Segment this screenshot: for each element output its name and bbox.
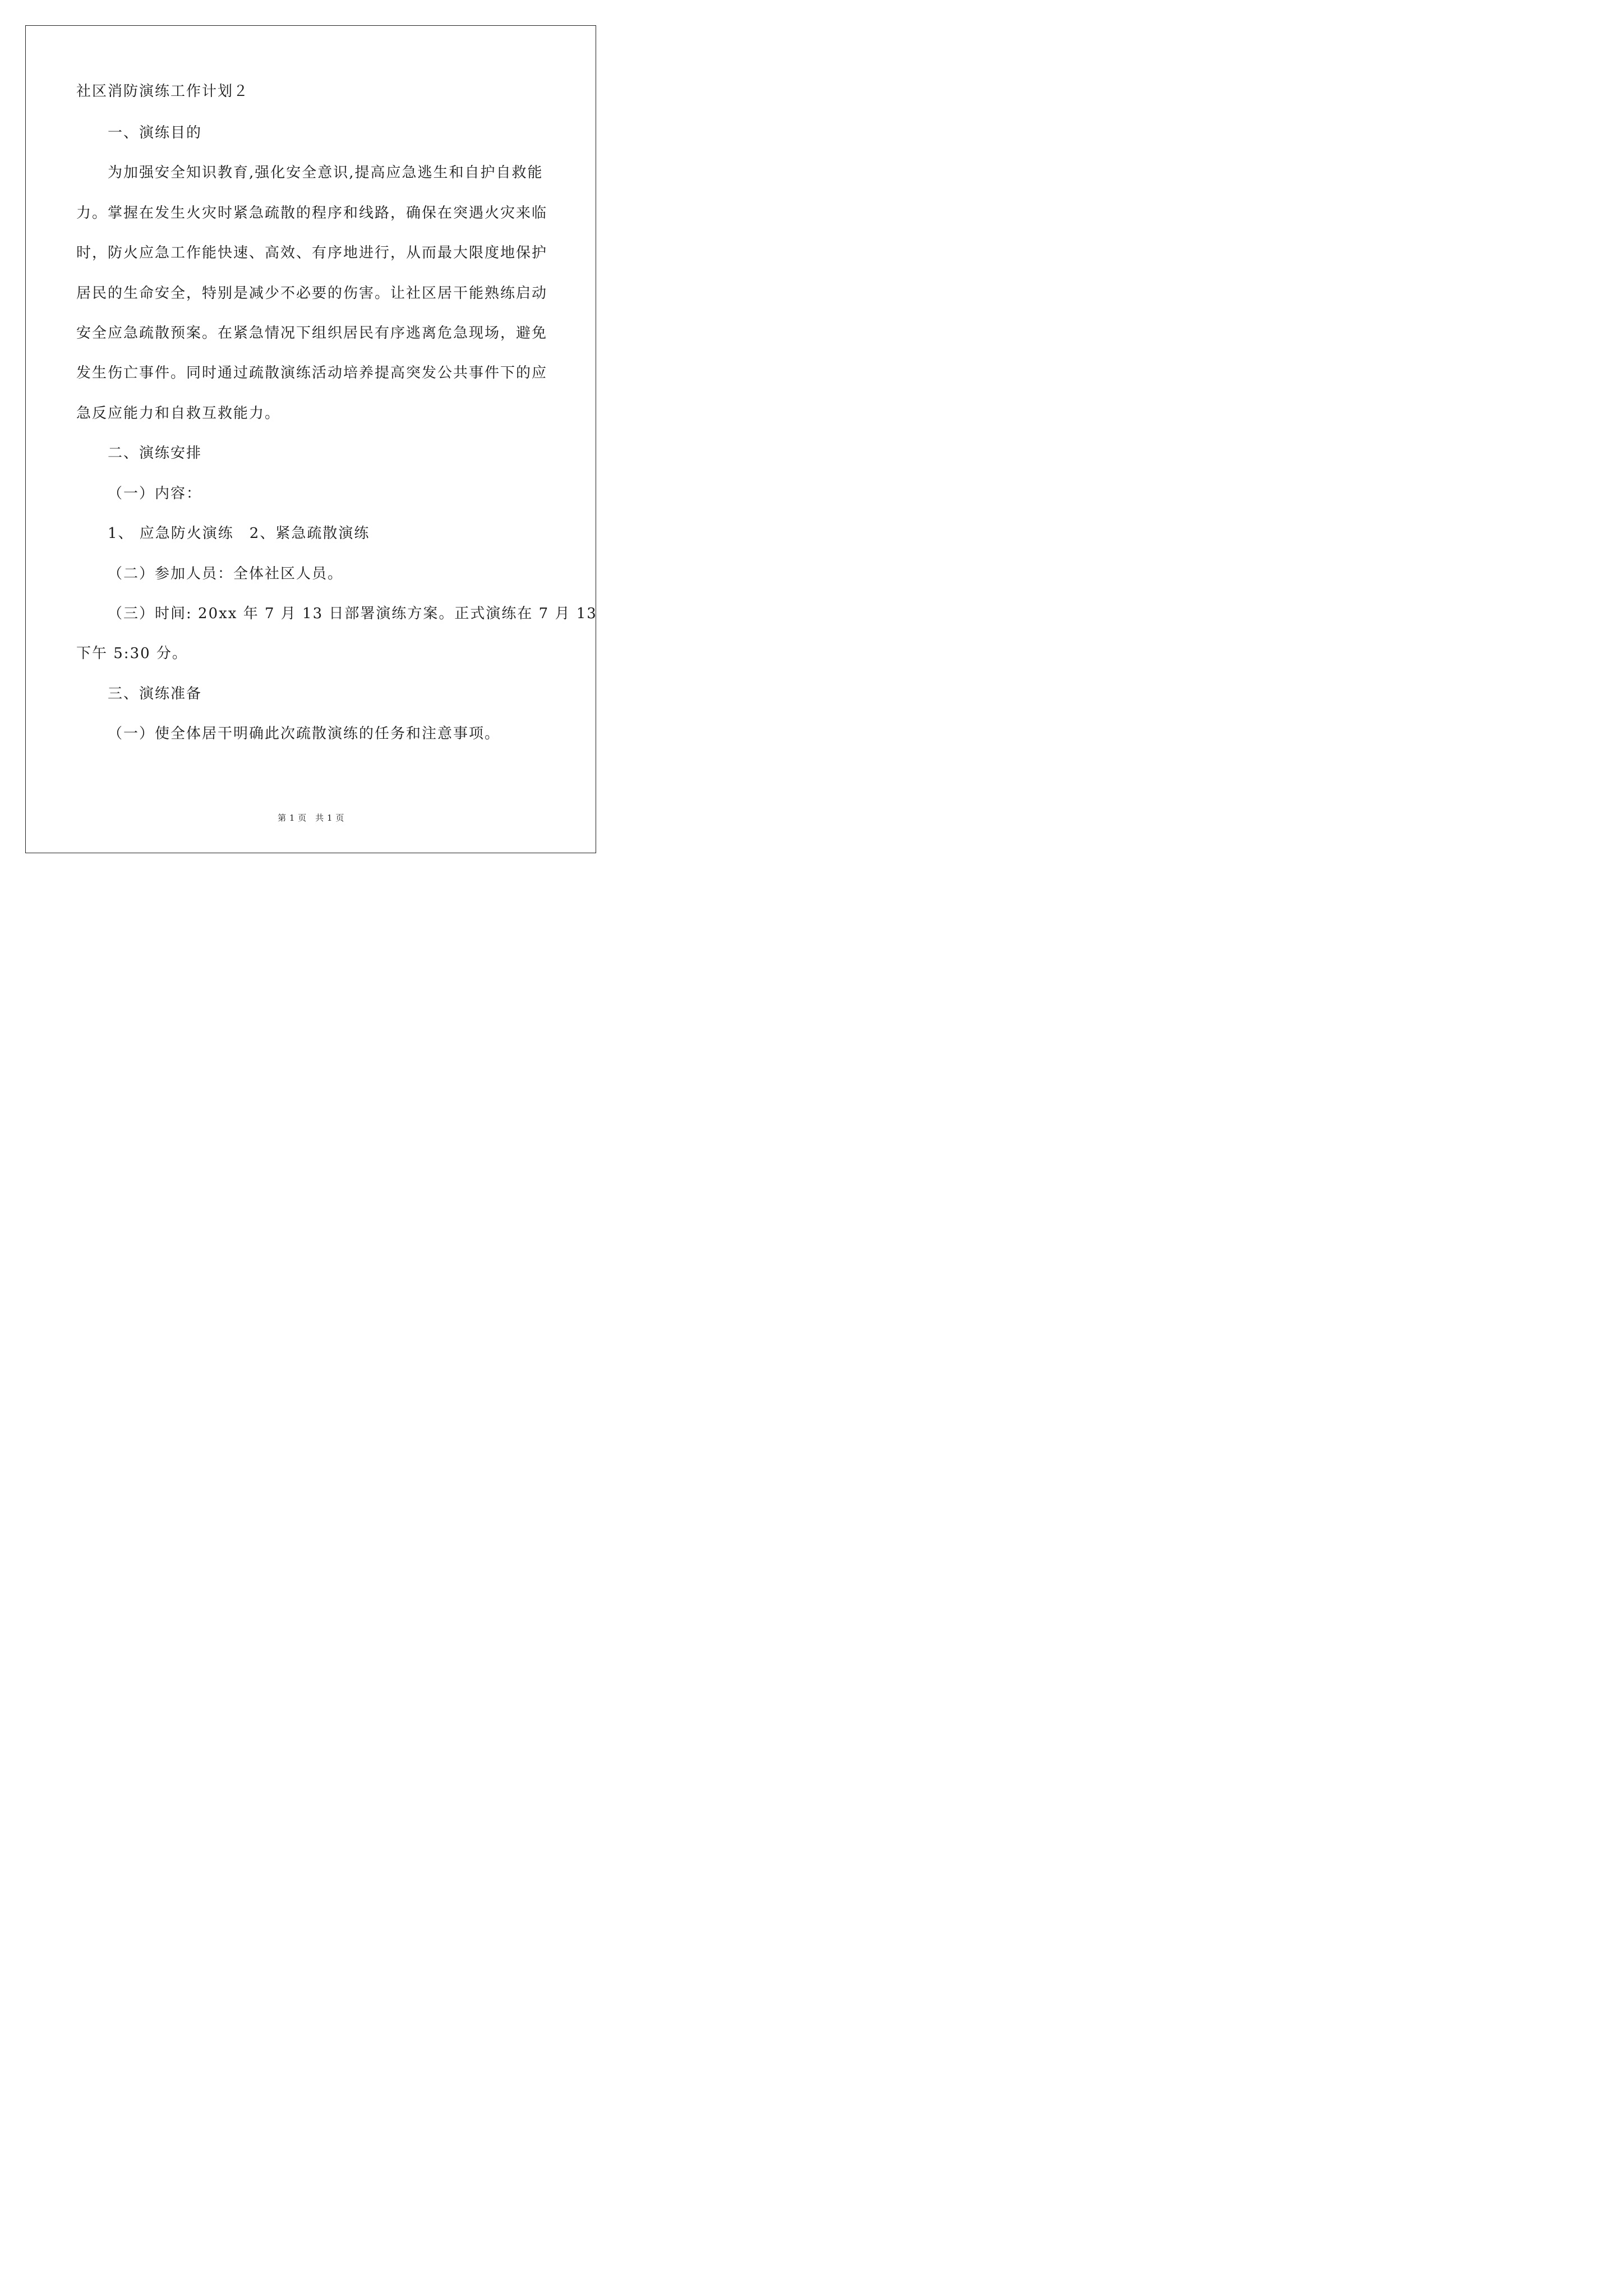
paragraph-line: 力。掌握在发生火灾时紧急疏散的程序和线路，确保在突遇火灾来临 bbox=[76, 205, 548, 222]
paragraph-line: 发生伤亡事件。同时通过疏散演练活动培养提高突发公共事件下的应 bbox=[76, 365, 548, 381]
paragraph-line: 时，防火应急工作能快速、高效、有序地进行，从而最大限度地保护 bbox=[76, 245, 548, 261]
participants-line: （二）参加人员：全体社区人员。 bbox=[108, 565, 344, 582]
paragraph-line: 安全应急疏散预案。在紧急情况下组织居民有序逃离危急现场，避免 bbox=[76, 325, 548, 342]
preparation-item: （一）使全体居干明确此次疏散演练的任务和注意事项。 bbox=[108, 725, 501, 742]
section-heading-preparation: 三、演练准备 bbox=[108, 685, 202, 702]
paragraph-line: 急反应能力和自救互救能力。 bbox=[76, 405, 281, 422]
document-title: 社区消防演练工作计划２ bbox=[76, 83, 250, 100]
content-items: 1、 应急防火演练 2、紧急疏散演练 bbox=[108, 525, 370, 542]
content-label: （一）内容： bbox=[108, 485, 202, 502]
paragraph-line: 为加强安全知识教育,强化安全意识,提高应急逃生和自护自救能 bbox=[108, 164, 543, 181]
time-line-continued: 下午 5:30 分。 bbox=[76, 645, 188, 662]
page-number-footer: 第 1 页 共 1 页 bbox=[278, 813, 344, 823]
section-heading-purpose: 一、演练目的 bbox=[108, 125, 202, 141]
paragraph-line: 居民的生命安全，特别是减少不必要的伤害。让社区居干能熟练启动 bbox=[76, 285, 548, 302]
time-line: （三）时间: 20xx 年 7 月 13 日部署演练方案。正式演练在 7 月 13 bbox=[108, 605, 597, 622]
section-heading-arrangement: 二、演练安排 bbox=[108, 445, 202, 462]
